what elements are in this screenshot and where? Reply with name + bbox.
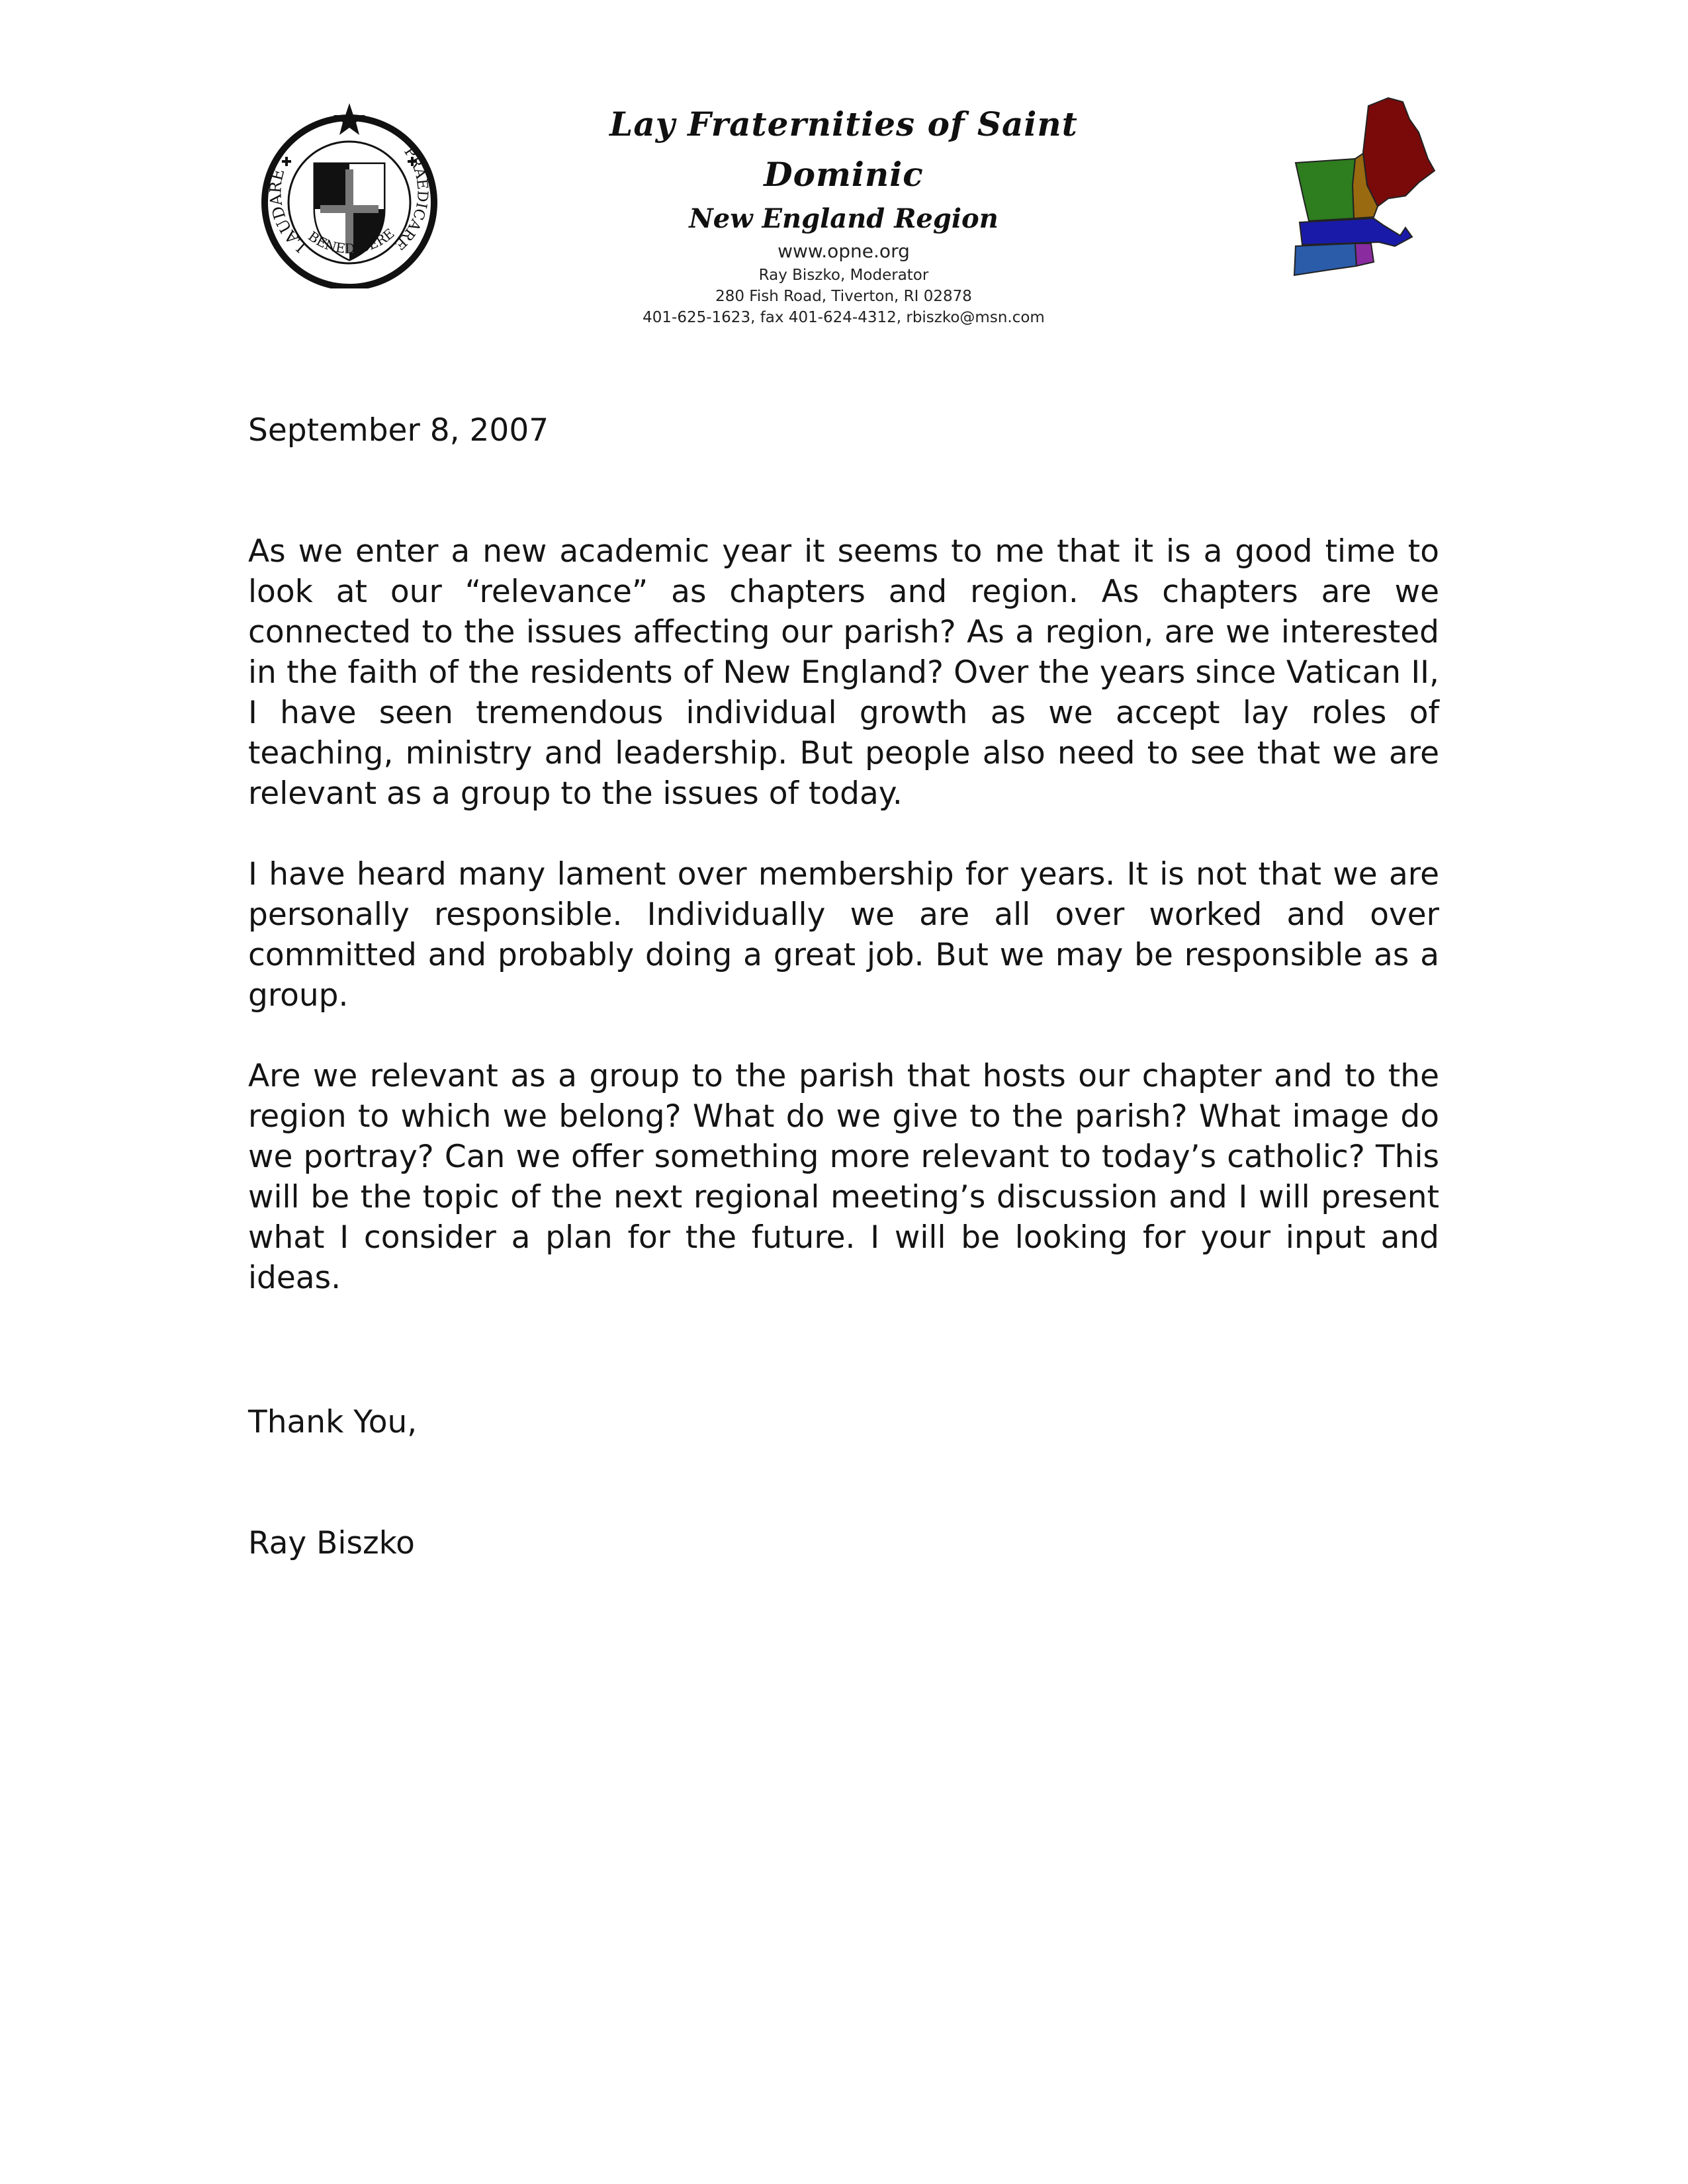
new-england-map-icon bbox=[1289, 93, 1440, 278]
seal-motto-right: PRAEDICARE bbox=[390, 144, 431, 253]
region-name: New England Region bbox=[689, 203, 999, 234]
moderator-line: Ray Biszko, Moderator bbox=[758, 267, 929, 284]
letter-paragraph-2: I have heard many lament over membership for years. It is not that we are personally responsible. Individually we are all over worked and over committed and probably doing a great job. But we may be responsible as a group. bbox=[248, 856, 1439, 1014]
letter-paragraph-3: Are we relevant as a group to the parish that hosts our chapter and to the region to which we belong? What do we give to the parish? What image do we portray? Can we offer something more relevant to today’s catholic? This will be the topic of the next regional meeting’s discussion and I will present what I consider a plan for the future. I will be looking for your input and ideas. bbox=[248, 1058, 1439, 1296]
website-link[interactable]: www.opne.org bbox=[777, 240, 910, 262]
letterhead bbox=[0, 0, 1688, 326]
map-state-rhode-island bbox=[1355, 243, 1374, 266]
seal-motto-bottom: BENEDICERE bbox=[305, 225, 398, 257]
letter-date: September 8, 2007 bbox=[248, 412, 549, 449]
letterhead-text bbox=[543, 99, 1145, 328]
map-state-connecticut bbox=[1294, 243, 1356, 275]
address-line: 280 Fish Road, Tiverton, RI 02878 bbox=[715, 288, 972, 305]
map-state-maine bbox=[1363, 98, 1435, 206]
map-state-vermont bbox=[1296, 159, 1355, 221]
letter-closing: Thank You, bbox=[248, 1404, 418, 1440]
letter-paragraph-1: As we enter a new academic year it seems to me that it is a good time to look at our “relevance” as chapters and region. As chapters are we connected to the issues affecting our parish? As a region, are we interested in the faith of the residents of New England? Over the years since Vatican II, I have seen tremendous individual growth as we accept lay roles of teaching, ministry and leadership. But people also need to see that we are relevant as a group to the issues of today. bbox=[248, 533, 1439, 812]
seal-motto-left: LAUDARE bbox=[266, 167, 310, 256]
letter-body bbox=[248, 410, 1439, 1563]
letter-signature: Ray Biszko bbox=[248, 1525, 415, 1561]
map-state-massachusetts bbox=[1300, 218, 1412, 246]
dominican-seal-icon bbox=[257, 103, 442, 288]
phone-fax-email-line: 401-625-1623, fax 401-624-4312, rbiszko@msn.com bbox=[643, 309, 1045, 326]
org-name: Lay Fraternities of Saint Dominic bbox=[609, 105, 1078, 194]
